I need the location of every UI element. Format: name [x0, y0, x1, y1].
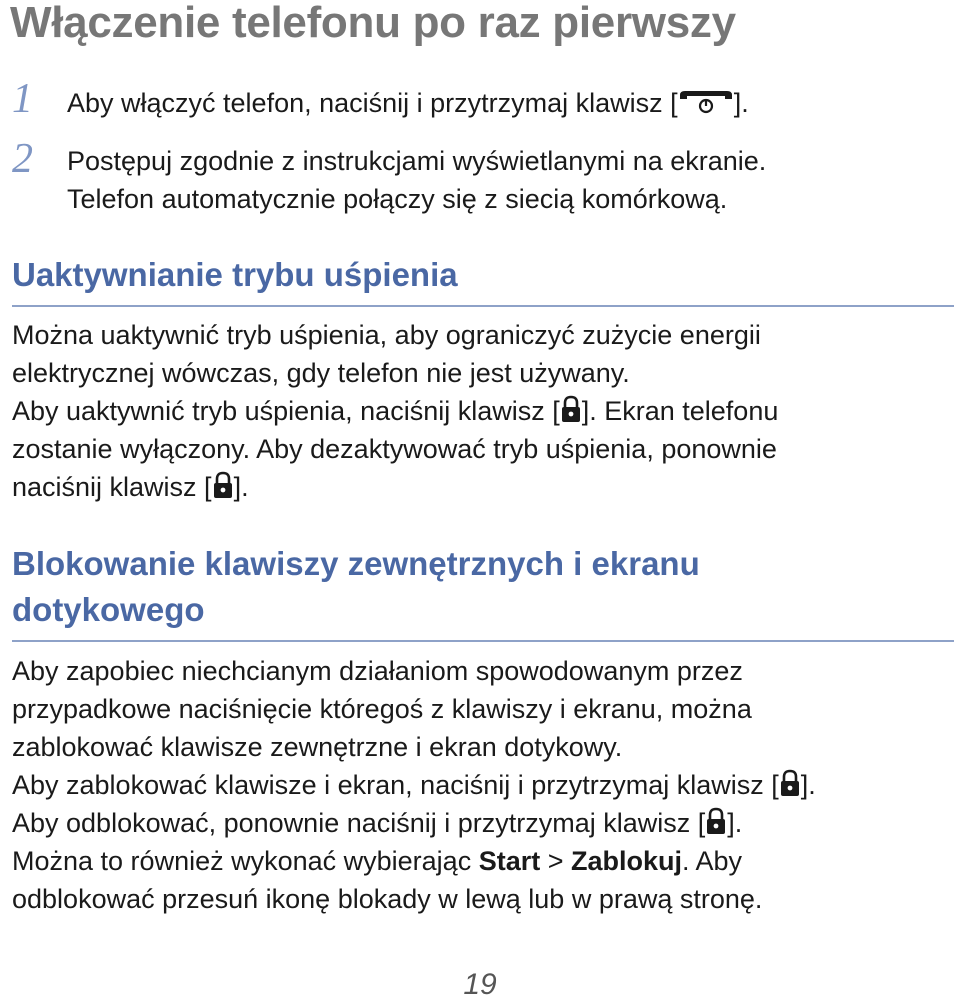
section-divider [12, 305, 954, 307]
lock-line-4-before: Aby zablokować klawisze i ekran, naciśnij i przytrzymaj klawisz [ [12, 770, 779, 800]
lock-key-icon [705, 806, 727, 846]
section-heading-lock [12, 541, 700, 633]
sleep-line-5-after: ]. [233, 472, 249, 502]
sleep-line-4: zostanie wyłączony. Aby dezaktywować tryb uśpienia, ponownie [12, 434, 777, 464]
step-number-2: 2 [12, 136, 33, 182]
step-1-text-after: ]. [733, 88, 749, 118]
section-heading-lock-line-1: Blokowanie klawiszy zewnętrznych i ekranu [12, 545, 700, 582]
page-number: 19 [463, 968, 497, 1001]
sleep-line-1: Można uaktywnić tryb uśpienia, aby ograniczyć zużycie energii [12, 320, 761, 350]
lock-line-6-after: . Aby [682, 846, 743, 876]
lock-key-icon [212, 470, 234, 510]
step-1-text-before: Aby włączyć telefon, naciśnij i przytrzymaj klawisz [ [67, 88, 678, 118]
sleep-line-3-after: ]. Ekran telefonu [581, 396, 779, 426]
sleep-line-2: elektrycznej wówczas, gdy telefon nie jest używany. [12, 358, 630, 388]
section-divider [12, 640, 954, 642]
lock-line-3: zablokować klawisze zewnętrzne i ekran dotykowy. [12, 732, 623, 762]
menu-path-zablokuj: Zablokuj [571, 846, 683, 876]
lock-line-5 [12, 804, 816, 842]
sleep-line-5-before: naciśnij klawisz [ [12, 472, 212, 502]
page-title: Włączenie telefonu po raz pierwszy [10, 0, 736, 47]
section-heading-sleep: Uaktywnianie trybu uśpienia [12, 256, 458, 293]
sleep-line-3 [12, 392, 778, 430]
power-key-icon [678, 88, 734, 126]
lock-paragraph [12, 652, 816, 918]
step-2-line-2: Telefon automatycznie połączy się z siecią komórkową. [67, 184, 728, 214]
section-heading-lock-line-2: dotykowego [12, 591, 205, 628]
lock-key-icon [779, 768, 801, 808]
sleep-paragraph [12, 316, 778, 506]
step-number-1: 1 [12, 76, 33, 122]
lock-line-4 [12, 766, 816, 804]
lock-line-7: odblokować przesuń ikonę blokady w lewą lub w prawą stronę. [12, 884, 763, 914]
step-2-line-1: Postępuj zgodnie z instrukcjami wyświetlanymi na ekranie. [67, 146, 767, 176]
menu-path-separator: > [540, 846, 571, 876]
lock-line-6-before: Można to również wykonać wybierając [12, 846, 479, 876]
lock-line-5-before: Aby odblokować, ponownie naciśnij i przytrzymaj klawisz [ [12, 808, 706, 838]
sleep-line-3-before: Aby uaktywnić tryb uśpienia, naciśnij klawisz [ [12, 396, 560, 426]
step-2-text [67, 142, 766, 218]
lock-line-6 [12, 842, 816, 880]
sleep-line-5 [12, 468, 778, 506]
lock-line-4-after: ]. [800, 770, 816, 800]
lock-line-2: przypadkowe naciśnięcie któregoś z klawiszy i ekranu, można [12, 694, 752, 724]
lock-line-5-after: ]. [727, 808, 743, 838]
menu-path-start: Start [478, 846, 541, 876]
lock-key-icon [560, 394, 582, 434]
step-1-text [67, 84, 749, 126]
lock-line-1: Aby zapobiec niechcianym działaniom spowodowanym przez [12, 656, 743, 686]
